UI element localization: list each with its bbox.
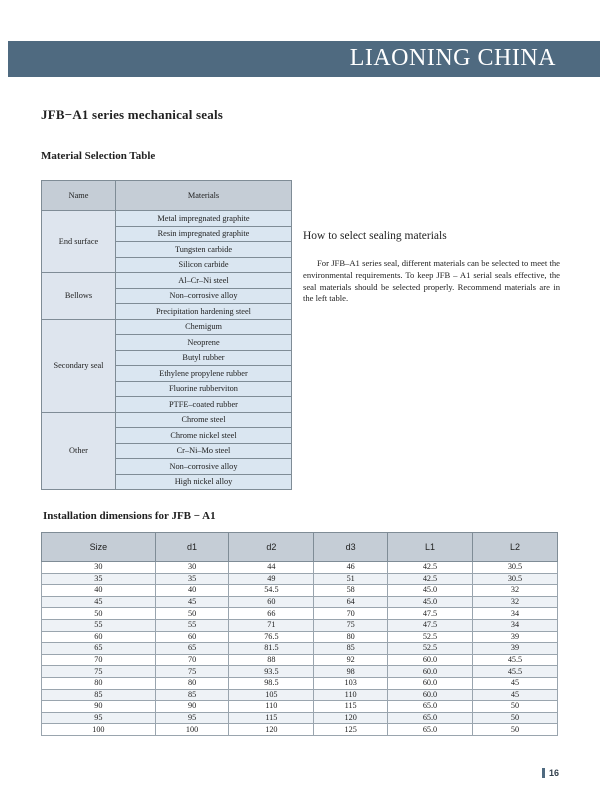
table-cell: 65.0 xyxy=(387,712,472,724)
table-cell: 60.0 xyxy=(387,689,472,701)
table-cell: 51 xyxy=(314,573,388,585)
table-cell: 70 xyxy=(42,654,156,666)
table-row xyxy=(42,701,558,713)
table-cell: 30.5 xyxy=(472,562,557,574)
table-cell: 54.5 xyxy=(229,585,314,597)
table-cell: 98.5 xyxy=(229,677,314,689)
table-cell: 42.5 xyxy=(387,562,472,574)
table-cell: 80 xyxy=(42,677,156,689)
material-cell: Cr–Ni–Mo steel xyxy=(116,443,292,459)
material-cell: Chrome steel xyxy=(116,412,292,428)
selection-title: How to select sealing materials xyxy=(303,230,447,242)
material-row xyxy=(42,211,292,227)
column-header-size: Size xyxy=(42,533,156,562)
table-cell: 60.0 xyxy=(387,666,472,678)
column-header-l2: L2 xyxy=(472,533,557,562)
table-cell: 66 xyxy=(229,608,314,620)
table-cell: 50 xyxy=(42,608,156,620)
material-cell: Non–corrosive alloy xyxy=(116,288,292,304)
table-cell: 110 xyxy=(314,689,388,701)
installation-section-title: Installation dimensions for JFB − A1 xyxy=(43,510,216,522)
table-cell: 50 xyxy=(472,701,557,713)
column-header-name: Name xyxy=(42,181,116,211)
table-row xyxy=(42,619,558,631)
table-cell: 60 xyxy=(42,631,156,643)
table-cell: 45.0 xyxy=(387,585,472,597)
column-header-l1: L1 xyxy=(387,533,472,562)
table-cell: 65 xyxy=(42,643,156,655)
table-cell: 34 xyxy=(472,608,557,620)
material-cell: Resin impregnated graphite xyxy=(116,226,292,242)
table-row xyxy=(42,573,558,585)
material-cell: Precipitation hardening steel xyxy=(116,304,292,320)
material-row xyxy=(42,273,292,289)
table-cell: 52.5 xyxy=(387,631,472,643)
table-row xyxy=(42,562,558,574)
table-cell: 110 xyxy=(229,701,314,713)
table-cell: 39 xyxy=(472,643,557,655)
table-cell: 46 xyxy=(314,562,388,574)
table-cell: 120 xyxy=(229,724,314,736)
table-cell: 85 xyxy=(155,689,229,701)
material-cell: Silicon carbide xyxy=(116,257,292,273)
table-cell: 40 xyxy=(42,585,156,597)
table-cell: 45 xyxy=(472,689,557,701)
header-banner xyxy=(8,41,600,77)
table-cell: 35 xyxy=(155,573,229,585)
table-cell: 52.5 xyxy=(387,643,472,655)
table-cell: 30 xyxy=(42,562,156,574)
table-cell: 65.0 xyxy=(387,724,472,736)
table-cell: 50 xyxy=(472,712,557,724)
table-cell: 75 xyxy=(42,666,156,678)
table-cell: 100 xyxy=(155,724,229,736)
table-cell: 55 xyxy=(42,619,156,631)
table-cell: 115 xyxy=(229,712,314,724)
table-cell: 45.0 xyxy=(387,596,472,608)
material-cell: Al–Cr–Ni steel xyxy=(116,273,292,289)
table-cell: 71 xyxy=(229,619,314,631)
table-cell: 34 xyxy=(472,619,557,631)
dimensions-table-body xyxy=(42,562,558,736)
dimensions-header-row xyxy=(42,533,558,562)
material-cell: Metal impregnated graphite xyxy=(116,211,292,227)
table-row xyxy=(42,585,558,597)
material-section-title: Material Selection Table xyxy=(41,150,156,162)
material-selection-table xyxy=(41,180,292,490)
table-cell: 95 xyxy=(42,712,156,724)
table-cell: 75 xyxy=(155,666,229,678)
table-cell: 64 xyxy=(314,596,388,608)
material-cell: Chrome nickel steel xyxy=(116,428,292,444)
installation-dimensions-table xyxy=(41,532,558,736)
table-row xyxy=(42,677,558,689)
table-row xyxy=(42,643,558,655)
table-cell: 50 xyxy=(155,608,229,620)
table-cell: 70 xyxy=(155,654,229,666)
table-cell: 75 xyxy=(314,619,388,631)
table-cell: 30.5 xyxy=(472,573,557,585)
table-cell: 30 xyxy=(155,562,229,574)
table-cell: 65.0 xyxy=(387,701,472,713)
table-cell: 50 xyxy=(472,724,557,736)
table-cell: 40 xyxy=(155,585,229,597)
table-row xyxy=(42,596,558,608)
material-group-name: End surface xyxy=(42,211,116,273)
table-cell: 44 xyxy=(229,562,314,574)
table-cell: 100 xyxy=(42,724,156,736)
material-cell: High nickel alloy xyxy=(116,474,292,490)
material-table-body xyxy=(42,211,292,490)
table-cell: 65 xyxy=(155,643,229,655)
table-cell: 80 xyxy=(155,677,229,689)
material-cell: Tungsten carbide xyxy=(116,242,292,258)
document-title: JFB−A1 series mechanical seals xyxy=(41,107,224,122)
table-cell: 85 xyxy=(42,689,156,701)
material-cell: Neoprene xyxy=(116,335,292,351)
table-cell: 105 xyxy=(229,689,314,701)
material-cell: PTFE–coated rubber xyxy=(116,397,292,413)
material-row xyxy=(42,319,292,335)
table-cell: 81.5 xyxy=(229,643,314,655)
table-cell: 103 xyxy=(314,677,388,689)
table-row xyxy=(42,712,558,724)
table-cell: 39 xyxy=(472,631,557,643)
table-cell: 125 xyxy=(314,724,388,736)
banner-title: LIAONING CHINA xyxy=(349,45,556,71)
table-cell: 42.5 xyxy=(387,573,472,585)
material-group-name: Secondary seal xyxy=(42,319,116,412)
table-cell: 60.0 xyxy=(387,654,472,666)
table-cell: 76.5 xyxy=(229,631,314,643)
table-row xyxy=(42,666,558,678)
table-cell: 115 xyxy=(314,701,388,713)
column-header-d2: d2 xyxy=(229,533,314,562)
table-row xyxy=(42,631,558,643)
table-cell: 93.5 xyxy=(229,666,314,678)
table-cell: 85 xyxy=(314,643,388,655)
table-row xyxy=(42,724,558,736)
table-cell: 60 xyxy=(229,596,314,608)
table-cell: 45.5 xyxy=(472,654,557,666)
table-cell: 55 xyxy=(155,619,229,631)
table-row xyxy=(42,689,558,701)
table-cell: 45 xyxy=(472,677,557,689)
material-cell: Butyl rubber xyxy=(116,350,292,366)
material-table-header-row xyxy=(42,181,292,211)
material-cell: Chemigum xyxy=(116,319,292,335)
table-cell: 32 xyxy=(472,596,557,608)
table-cell: 32 xyxy=(472,585,557,597)
table-cell: 49 xyxy=(229,573,314,585)
material-cell: Non–corrosive alloy xyxy=(116,459,292,475)
table-row xyxy=(42,654,558,666)
table-cell: 45 xyxy=(42,596,156,608)
table-row xyxy=(42,608,558,620)
table-cell: 120 xyxy=(314,712,388,724)
selection-paragraph: For JFB–A1 series seal, different materials can be selected to meet the environmental requirements. To keep JFB – A1 serial seals effective, the seal materials should be selected properly. Recommend materials are in the left table. xyxy=(303,258,560,304)
table-cell: 92 xyxy=(314,654,388,666)
table-cell: 90 xyxy=(42,701,156,713)
table-cell: 80 xyxy=(314,631,388,643)
page-number: 16 xyxy=(542,768,559,778)
material-cell: Ethylene propylene rubber xyxy=(116,366,292,382)
column-header-d1: d1 xyxy=(155,533,229,562)
column-header-d3: d3 xyxy=(314,533,388,562)
table-cell: 58 xyxy=(314,585,388,597)
material-cell: Fluorine rubberviton xyxy=(116,381,292,397)
table-cell: 98 xyxy=(314,666,388,678)
table-cell: 47.5 xyxy=(387,608,472,620)
column-header-materials: Materials xyxy=(116,181,292,211)
table-cell: 47.5 xyxy=(387,619,472,631)
table-cell: 88 xyxy=(229,654,314,666)
material-group-name: Bellows xyxy=(42,273,116,320)
table-cell: 95 xyxy=(155,712,229,724)
table-cell: 70 xyxy=(314,608,388,620)
table-cell: 45 xyxy=(155,596,229,608)
table-cell: 35 xyxy=(42,573,156,585)
table-cell: 90 xyxy=(155,701,229,713)
table-cell: 45.5 xyxy=(472,666,557,678)
table-cell: 60 xyxy=(155,631,229,643)
material-row xyxy=(42,412,292,428)
table-cell: 60.0 xyxy=(387,677,472,689)
material-group-name: Other xyxy=(42,412,116,490)
